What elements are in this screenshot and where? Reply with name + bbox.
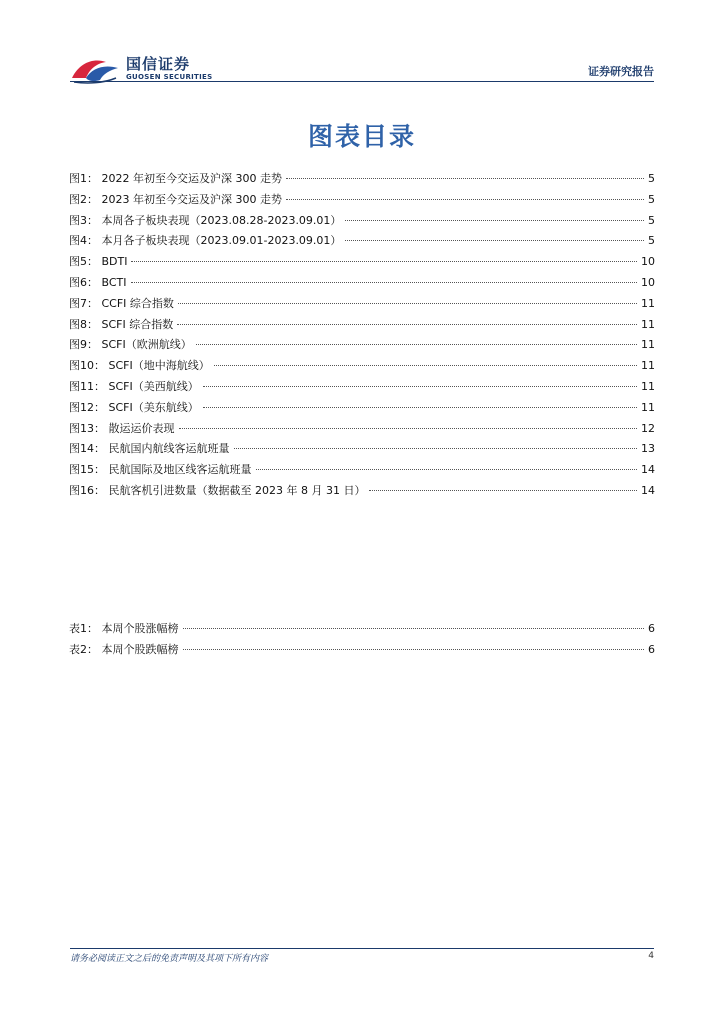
figure-toc-entry[interactable] [69,481,655,502]
toc-entry-label[interactable]: 图15： 民航国际及地区线客运航班量 [69,463,252,477]
toc-entry-label[interactable]: 图11： SCFI（美西航线） [69,379,199,393]
toc-entry-page[interactable]: 10 [641,275,655,289]
toc-entry-label[interactable]: 图6： BCTI [69,275,127,289]
figure-toc-entry[interactable] [69,169,655,190]
logo-english-name: GUOSEN SECURITIES [126,73,213,81]
dot-leader [214,365,637,366]
toc-entry-label[interactable]: 图5： BDTI [69,255,128,269]
dot-leader [179,428,638,429]
dot-leader [345,220,644,221]
toc-entry-label[interactable]: 图4： 本月各子板块表现（2023.09.01-2023.09.01） [69,234,342,248]
dot-leader [203,386,637,387]
figure-toc-entry[interactable] [69,190,655,211]
figure-toc-entry[interactable] [69,315,655,336]
table-list [69,619,655,661]
dot-leader [131,261,637,262]
toc-entry-label[interactable]: 图2： 2023 年初至今交运及沪深 300 走势 [69,192,282,206]
toc-entry-label[interactable]: 图16： 民航客机引进数量（数据截至 2023 年 8 月 31 日） [69,483,366,497]
toc-entry-label[interactable]: 图10： SCFI（地中海航线） [69,359,210,373]
figure-toc-entry[interactable] [69,356,655,377]
page-header [0,0,724,90]
figure-toc-entry[interactable] [69,335,655,356]
dot-leader [234,448,638,449]
toc-entry-page[interactable]: 5 [648,213,655,227]
footer-disclaimer: 请务必阅读正文之后的免责声明及其项下所有内容 [70,954,269,964]
toc-entry-page[interactable]: 14 [641,483,655,497]
dot-leader [256,469,638,470]
toc-entry-label[interactable]: 图7： CCFI 综合指数 [69,296,174,310]
toc-entry-page[interactable]: 11 [641,359,655,373]
toc-entry-label[interactable]: 图9： SCFI（欧洲航线） [69,338,192,352]
dot-leader [183,649,645,650]
toc-entry-page[interactable]: 11 [641,296,655,310]
toc-entry-label[interactable]: 图3： 本周各子板块表现（2023.08.28-2023.09.01） [69,213,342,227]
page-title: 图表目录 [307,122,416,151]
table-toc-entry[interactable] [69,619,655,640]
dot-leader [203,407,637,408]
logo-chinese-name: 国信证券 [126,55,191,73]
figure-toc-entry[interactable] [69,231,655,252]
table-toc-entry[interactable] [69,640,655,661]
figure-toc-entry[interactable] [69,273,655,294]
figure-toc-entry[interactable] [69,211,655,232]
dot-leader [131,282,638,283]
toc-entry-page[interactable]: 12 [641,421,655,435]
toc-entry-label[interactable]: 图12： SCFI（美东航线） [69,400,199,414]
footer-divider [70,948,654,949]
figure-toc-entry[interactable] [69,252,655,273]
toc-entry-page[interactable]: 6 [648,642,655,656]
toc-entry-page[interactable]: 11 [641,338,655,352]
figure-toc-entry[interactable] [69,398,655,419]
dot-leader [286,178,644,179]
toc-entry-page[interactable]: 10 [641,255,655,269]
figure-toc-entry[interactable] [69,460,655,481]
toc-entry-page[interactable]: 11 [641,400,655,414]
dot-leader [369,490,637,491]
toc-entry-page[interactable]: 11 [641,317,655,331]
toc-entry-page[interactable]: 5 [648,172,655,185]
toc-entry-page[interactable]: 14 [641,463,655,477]
dot-leader [345,240,644,241]
header-divider [70,81,654,82]
toc-entry-label[interactable]: 图1： 2022 年初至今交运及沪深 300 走势 [69,172,282,185]
page-number: 4 [648,951,654,961]
report-type-label: 证券研究报告 [588,65,654,78]
figure-toc-entry[interactable] [69,377,655,398]
dot-leader [178,303,637,304]
toc-entry-label[interactable]: 图13： 散运运价表现 [69,421,175,435]
dot-leader [183,628,645,629]
toc-entry-page[interactable]: 5 [648,192,655,206]
figure-toc-entry[interactable] [69,439,655,460]
toc-entry-page[interactable]: 13 [641,442,655,456]
figure-toc-entry[interactable] [69,419,655,440]
figure-toc-entry[interactable] [69,294,655,315]
dot-leader [196,344,637,345]
toc-entry-page[interactable]: 6 [648,622,655,635]
figure-list [69,169,655,502]
toc-entry-label[interactable]: 图14： 民航国内航线客运航班量 [69,442,230,456]
toc-entry-label[interactable]: 表2： 本周个股跌幅榜 [69,642,179,656]
dot-leader [177,324,637,325]
dot-leader [286,199,644,200]
toc-entry-label[interactable]: 表1： 本周个股涨幅榜 [69,622,179,635]
toc-entry-page[interactable]: 5 [648,234,655,248]
toc-entry-label[interactable]: 图8： SCFI 综合指数 [69,317,174,331]
toc-entry-page[interactable]: 11 [641,379,655,393]
